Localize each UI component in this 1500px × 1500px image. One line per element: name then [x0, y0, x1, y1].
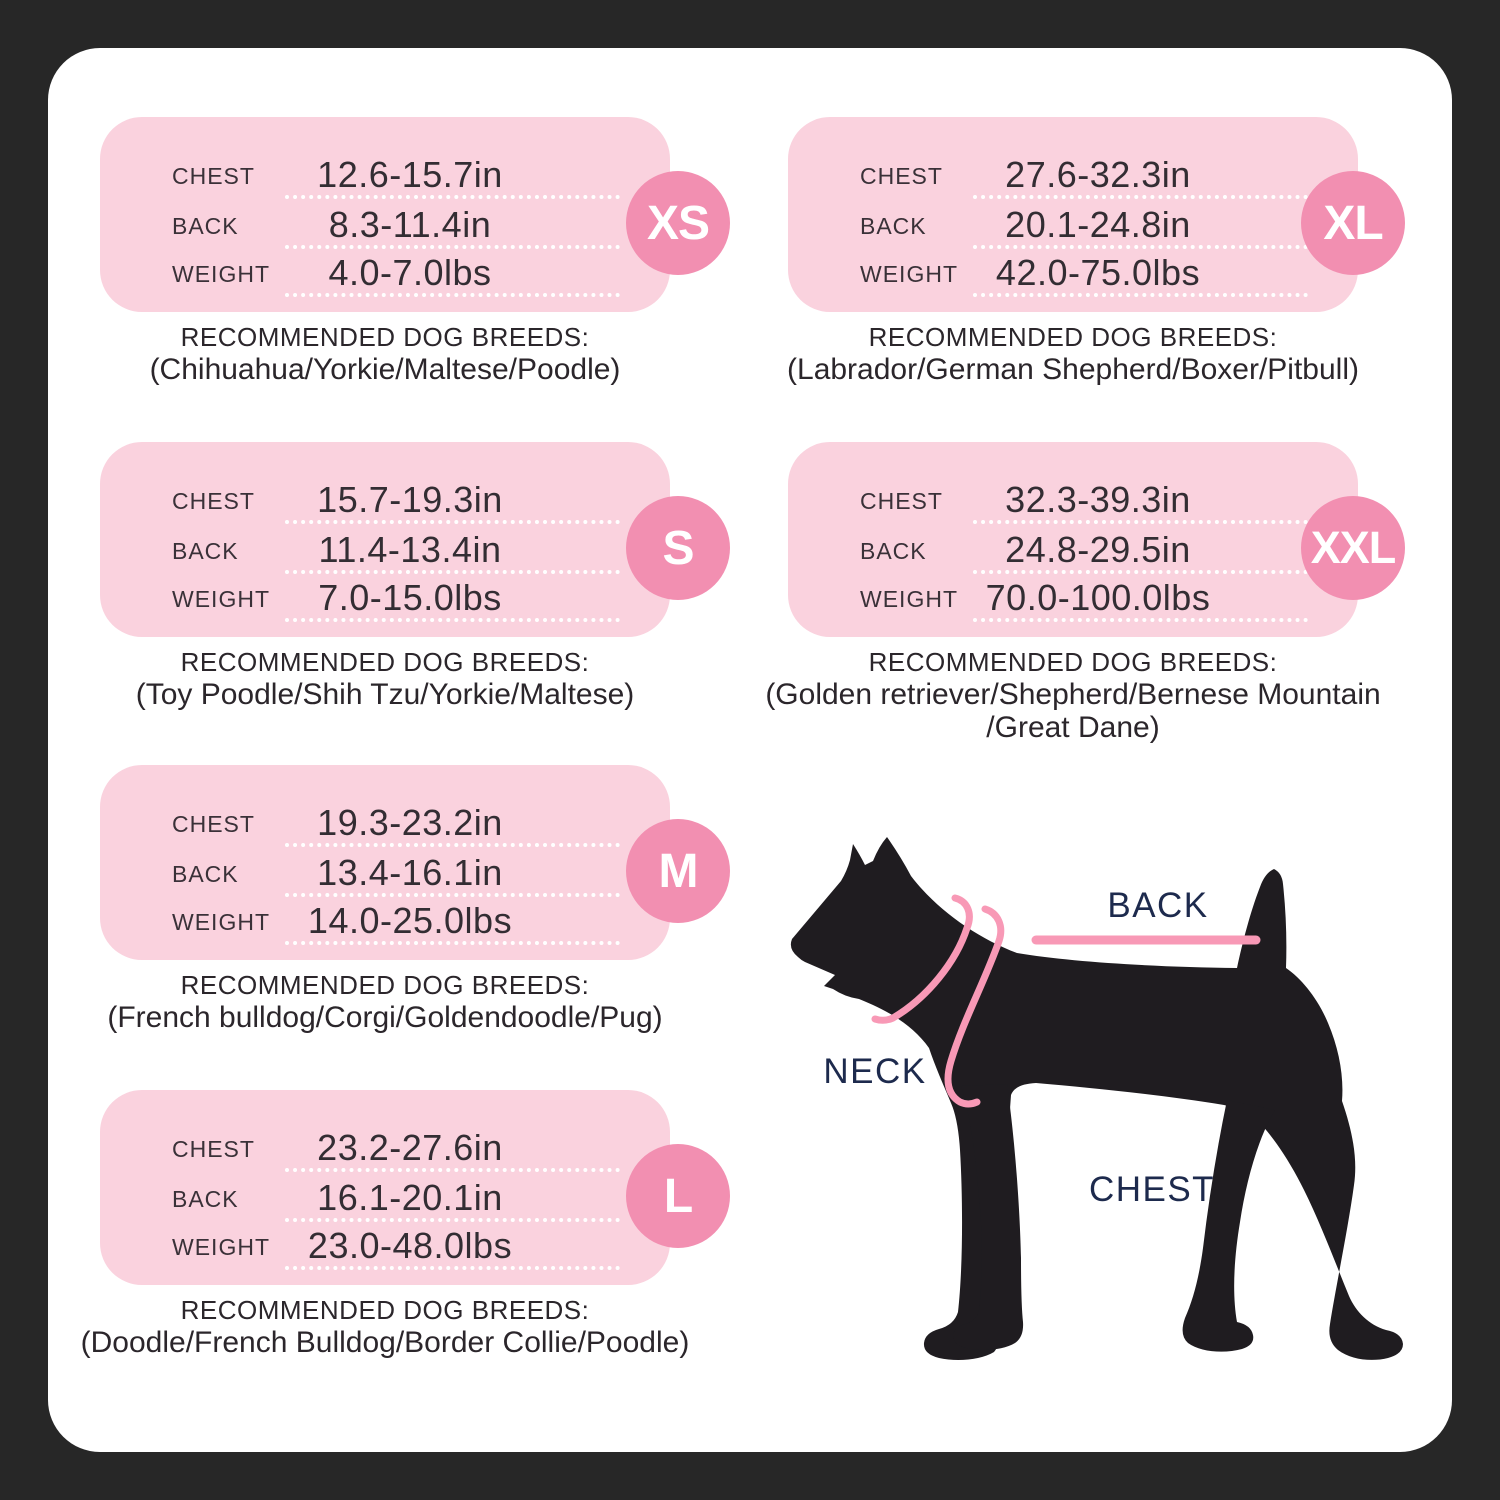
breeds-title: RECOMMENDED DOG BREEDS:: [180, 647, 590, 677]
breeds-title: RECOMMENDED DOG BREEDS:: [180, 1295, 590, 1325]
chest-value: 19.3-23.2in: [317, 802, 503, 843]
back-value: 16.1-20.1in: [317, 1177, 503, 1218]
chest-field-label: CHEST: [860, 163, 943, 189]
measurement-row-chest: [100, 151, 670, 201]
measurement-row-chest: [100, 1124, 670, 1174]
weight-value: 23.0-48.0lbs: [307, 1225, 513, 1266]
breeds-list: (Labrador/German Shepherd/Boxer/Pitbull): [787, 353, 1359, 386]
weight-field-label: WEIGHT: [860, 261, 958, 287]
measurement-row-weight: [100, 249, 670, 299]
breeds-title: RECOMMENDED DOG BREEDS:: [868, 322, 1278, 352]
breeds-list: (Doodle/French Bulldog/Border Collie/Poodle): [80, 1326, 690, 1359]
breeds-title: RECOMMENDED DOG BREEDS:: [868, 647, 1278, 677]
back-value: 11.4-13.4in: [318, 529, 502, 570]
size-card-xl: [788, 117, 1358, 312]
breeds-block-xl: [743, 322, 1403, 386]
breeds-block-m: [55, 970, 715, 1034]
weight-value: 4.0-7.0lbs: [328, 252, 492, 293]
size-badge-xl: XL: [1301, 171, 1405, 275]
breeds-block-l: [55, 1295, 715, 1359]
breeds-list: (French bulldog/Corgi/Goldendoodle/Pug): [107, 1001, 663, 1034]
measurement-row-weight: [100, 897, 670, 947]
weight-value: 14.0-25.0lbs: [307, 900, 513, 941]
size-badge-l: L: [626, 1144, 730, 1248]
dog-far-rear-leg: [1183, 1100, 1275, 1352]
chest-value: 12.6-15.7in: [317, 154, 503, 195]
back-field-label: BACK: [172, 538, 239, 564]
back-field-label: BACK: [172, 1186, 239, 1212]
chest-field-label: CHEST: [172, 163, 255, 189]
weight-field-label: WEIGHT: [172, 261, 270, 287]
measurement-row-weight: [788, 249, 1358, 299]
measurement-row-back: [100, 201, 670, 251]
weight-field-label: WEIGHT: [860, 586, 958, 612]
back-field-label: BACK: [860, 538, 927, 564]
back-value: 13.4-16.1in: [317, 852, 503, 893]
measurement-row-back: [100, 1174, 670, 1224]
chest-field-label: CHEST: [172, 488, 255, 514]
weight-field-label: WEIGHT: [172, 909, 270, 935]
size-card-s: [100, 442, 670, 637]
breeds-list: (Chihuahua/Yorkie/Maltese/Poodle): [149, 353, 621, 386]
breeds-list: (Golden retriever/Shepherd/Bernese Mountain /Great Dane): [765, 678, 1381, 744]
breeds-title: RECOMMENDED DOG BREEDS:: [180, 970, 590, 1000]
size-card-l: [100, 1090, 670, 1285]
back-diagram-label: BACK: [1107, 886, 1209, 925]
measurement-row-back: [100, 849, 670, 899]
size-badge-s: S: [626, 496, 730, 600]
measurement-row-chest: [788, 151, 1358, 201]
chest-field-label: CHEST: [172, 811, 255, 837]
size-card-m: [100, 765, 670, 960]
size-badge-xxl: XXL: [1301, 496, 1405, 600]
chest-field-label: CHEST: [172, 1136, 255, 1162]
measurement-row-chest: [788, 476, 1358, 526]
back-value: 20.1-24.8in: [1005, 204, 1191, 245]
back-field-label: BACK: [860, 213, 927, 239]
weight-value: 7.0-15.0lbs: [318, 577, 502, 618]
measurement-row-back: [788, 201, 1358, 251]
size-badge-xs: XS: [626, 171, 730, 275]
breeds-title: RECOMMENDED DOG BREEDS:: [180, 322, 590, 352]
breeds-list: (Toy Poodle/Shih Tzu/Yorkie/Maltese): [135, 678, 635, 711]
back-value: 24.8-29.5in: [1005, 529, 1191, 570]
measurement-row-back: [788, 526, 1358, 576]
measurement-row-weight: [788, 574, 1358, 624]
chest-value: 27.6-32.3in: [1005, 154, 1191, 195]
chest-field-label: CHEST: [860, 488, 943, 514]
neck-diagram-label: NECK: [823, 1052, 927, 1091]
back-field-label: BACK: [172, 861, 239, 887]
size-badge-m: M: [626, 819, 730, 923]
measurement-row-chest: [100, 476, 670, 526]
breeds-block-xs: [55, 322, 715, 386]
weight-field-label: WEIGHT: [172, 1234, 270, 1260]
chest-value: 15.7-19.3in: [317, 479, 503, 520]
back-field-label: BACK: [172, 213, 239, 239]
breeds-block-s: [55, 647, 715, 711]
measurement-row-back: [100, 526, 670, 576]
size-card-xs: [100, 117, 670, 312]
size-card-xxl: [788, 442, 1358, 637]
weight-value: 70.0-100.0lbs: [985, 577, 1211, 618]
back-value: 8.3-11.4in: [328, 204, 492, 245]
chest-value: 23.2-27.6in: [317, 1127, 503, 1168]
measurement-row-weight: [100, 1222, 670, 1272]
weight-value: 42.0-75.0lbs: [995, 252, 1201, 293]
breeds-block-xxl: [743, 647, 1403, 744]
weight-field-label: WEIGHT: [172, 586, 270, 612]
measurement-row-chest: [100, 799, 670, 849]
chest-value: 32.3-39.3in: [1005, 479, 1191, 520]
measurement-row-weight: [100, 574, 670, 624]
dog-measurement-diagram: [765, 818, 1425, 1408]
chest-diagram-label: CHEST: [1088, 1170, 1216, 1209]
